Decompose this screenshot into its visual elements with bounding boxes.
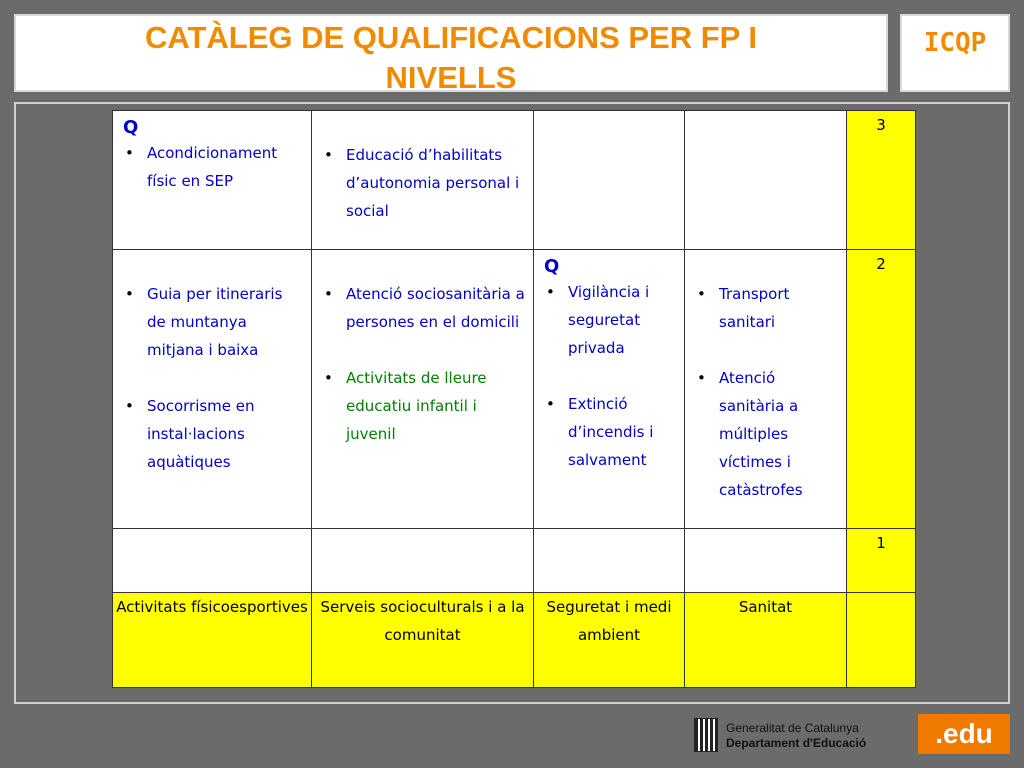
q-marker: Q xyxy=(123,117,139,138)
cell-l3-activitats xyxy=(113,111,312,250)
list-spacer xyxy=(147,364,305,392)
table-row-level-2 xyxy=(113,250,916,529)
qualification-item: • Atenció sanitària a múltiples víctimes i catàstrofes xyxy=(719,364,840,504)
q-marker: Q xyxy=(544,256,560,277)
list-spacer xyxy=(346,336,527,364)
table-row-families xyxy=(113,593,916,688)
cell-l3-serveis xyxy=(312,111,534,250)
title-panel xyxy=(14,14,888,92)
cell-l1-serveis xyxy=(312,529,534,593)
level-label-3: 3 xyxy=(847,111,916,250)
qualification-item: • Extinció d’incendis i salvament xyxy=(568,390,678,474)
cell-l3-seguretat xyxy=(534,111,685,250)
qualification-list xyxy=(685,250,846,504)
qualification-item: • Educació d’habilitats d’autonomia personal i social xyxy=(346,141,527,225)
level-label-1: 1 xyxy=(847,529,916,593)
generalitat-emblem-icon xyxy=(694,718,718,752)
table-row-level-3 xyxy=(113,111,916,250)
level-label-2: 2 xyxy=(847,250,916,529)
list-spacer xyxy=(568,362,678,390)
page-title xyxy=(16,18,886,92)
qualification-item: • Transport sanitari xyxy=(719,280,840,336)
qualification-list xyxy=(312,250,533,448)
qualification-list xyxy=(312,111,533,225)
cell-l2-sanitat xyxy=(685,250,847,529)
logo-panel xyxy=(900,14,1010,92)
qualification-item: • Guia per itineraris de muntanya mitjana i baixa xyxy=(147,280,305,364)
qualification-item: • Socorrisme en instal·lacions aquàtiques xyxy=(147,392,305,476)
page-title-line2: NIVELLS xyxy=(385,60,517,92)
list-spacer xyxy=(719,336,840,364)
family-label-sanitat: Sanitat xyxy=(685,593,847,688)
edu-logo: .edu xyxy=(918,714,1010,754)
family-label-empty xyxy=(847,593,916,688)
cell-l2-activitats xyxy=(113,250,312,529)
cell-l2-seguretat xyxy=(534,250,685,529)
generalitat-name: Generalitat de Catalunya xyxy=(726,721,859,735)
department-name: Departament d'Educació xyxy=(726,736,867,750)
cell-l3-sanitat xyxy=(685,111,847,250)
cell-l1-sanitat xyxy=(685,529,847,593)
family-label-seguretat: Seguretat i medi ambient xyxy=(534,593,685,688)
family-label-activitats: Activitats físicoesportives xyxy=(113,593,312,688)
cell-l1-activitats xyxy=(113,529,312,593)
cell-l1-seguretat xyxy=(534,529,685,593)
qualification-item: • Atenció sociosanitària a persones en el domicili xyxy=(346,280,527,336)
generalitat-logo xyxy=(694,718,904,754)
qualifications-table xyxy=(112,110,916,688)
cell-l2-serveis xyxy=(312,250,534,529)
icqp-logo: ICQP xyxy=(923,28,987,58)
qualification-item: • Vigilància i seguretat privada xyxy=(568,278,678,362)
qualification-list xyxy=(113,139,311,195)
table-row-level-1 xyxy=(113,529,916,593)
qualification-item: • Activitats de lleure educatiu infantil i juvenil xyxy=(346,364,527,448)
qualification-list xyxy=(113,250,311,476)
qualification-list xyxy=(534,278,684,474)
qualification-item: • Acondicionament físic en SEP xyxy=(147,139,305,195)
page-title-line1: CATÀLEG DE QUALIFICACIONS PER FP I xyxy=(145,20,757,55)
family-label-serveis: Serveis socioculturals i a la comunitat xyxy=(312,593,534,688)
